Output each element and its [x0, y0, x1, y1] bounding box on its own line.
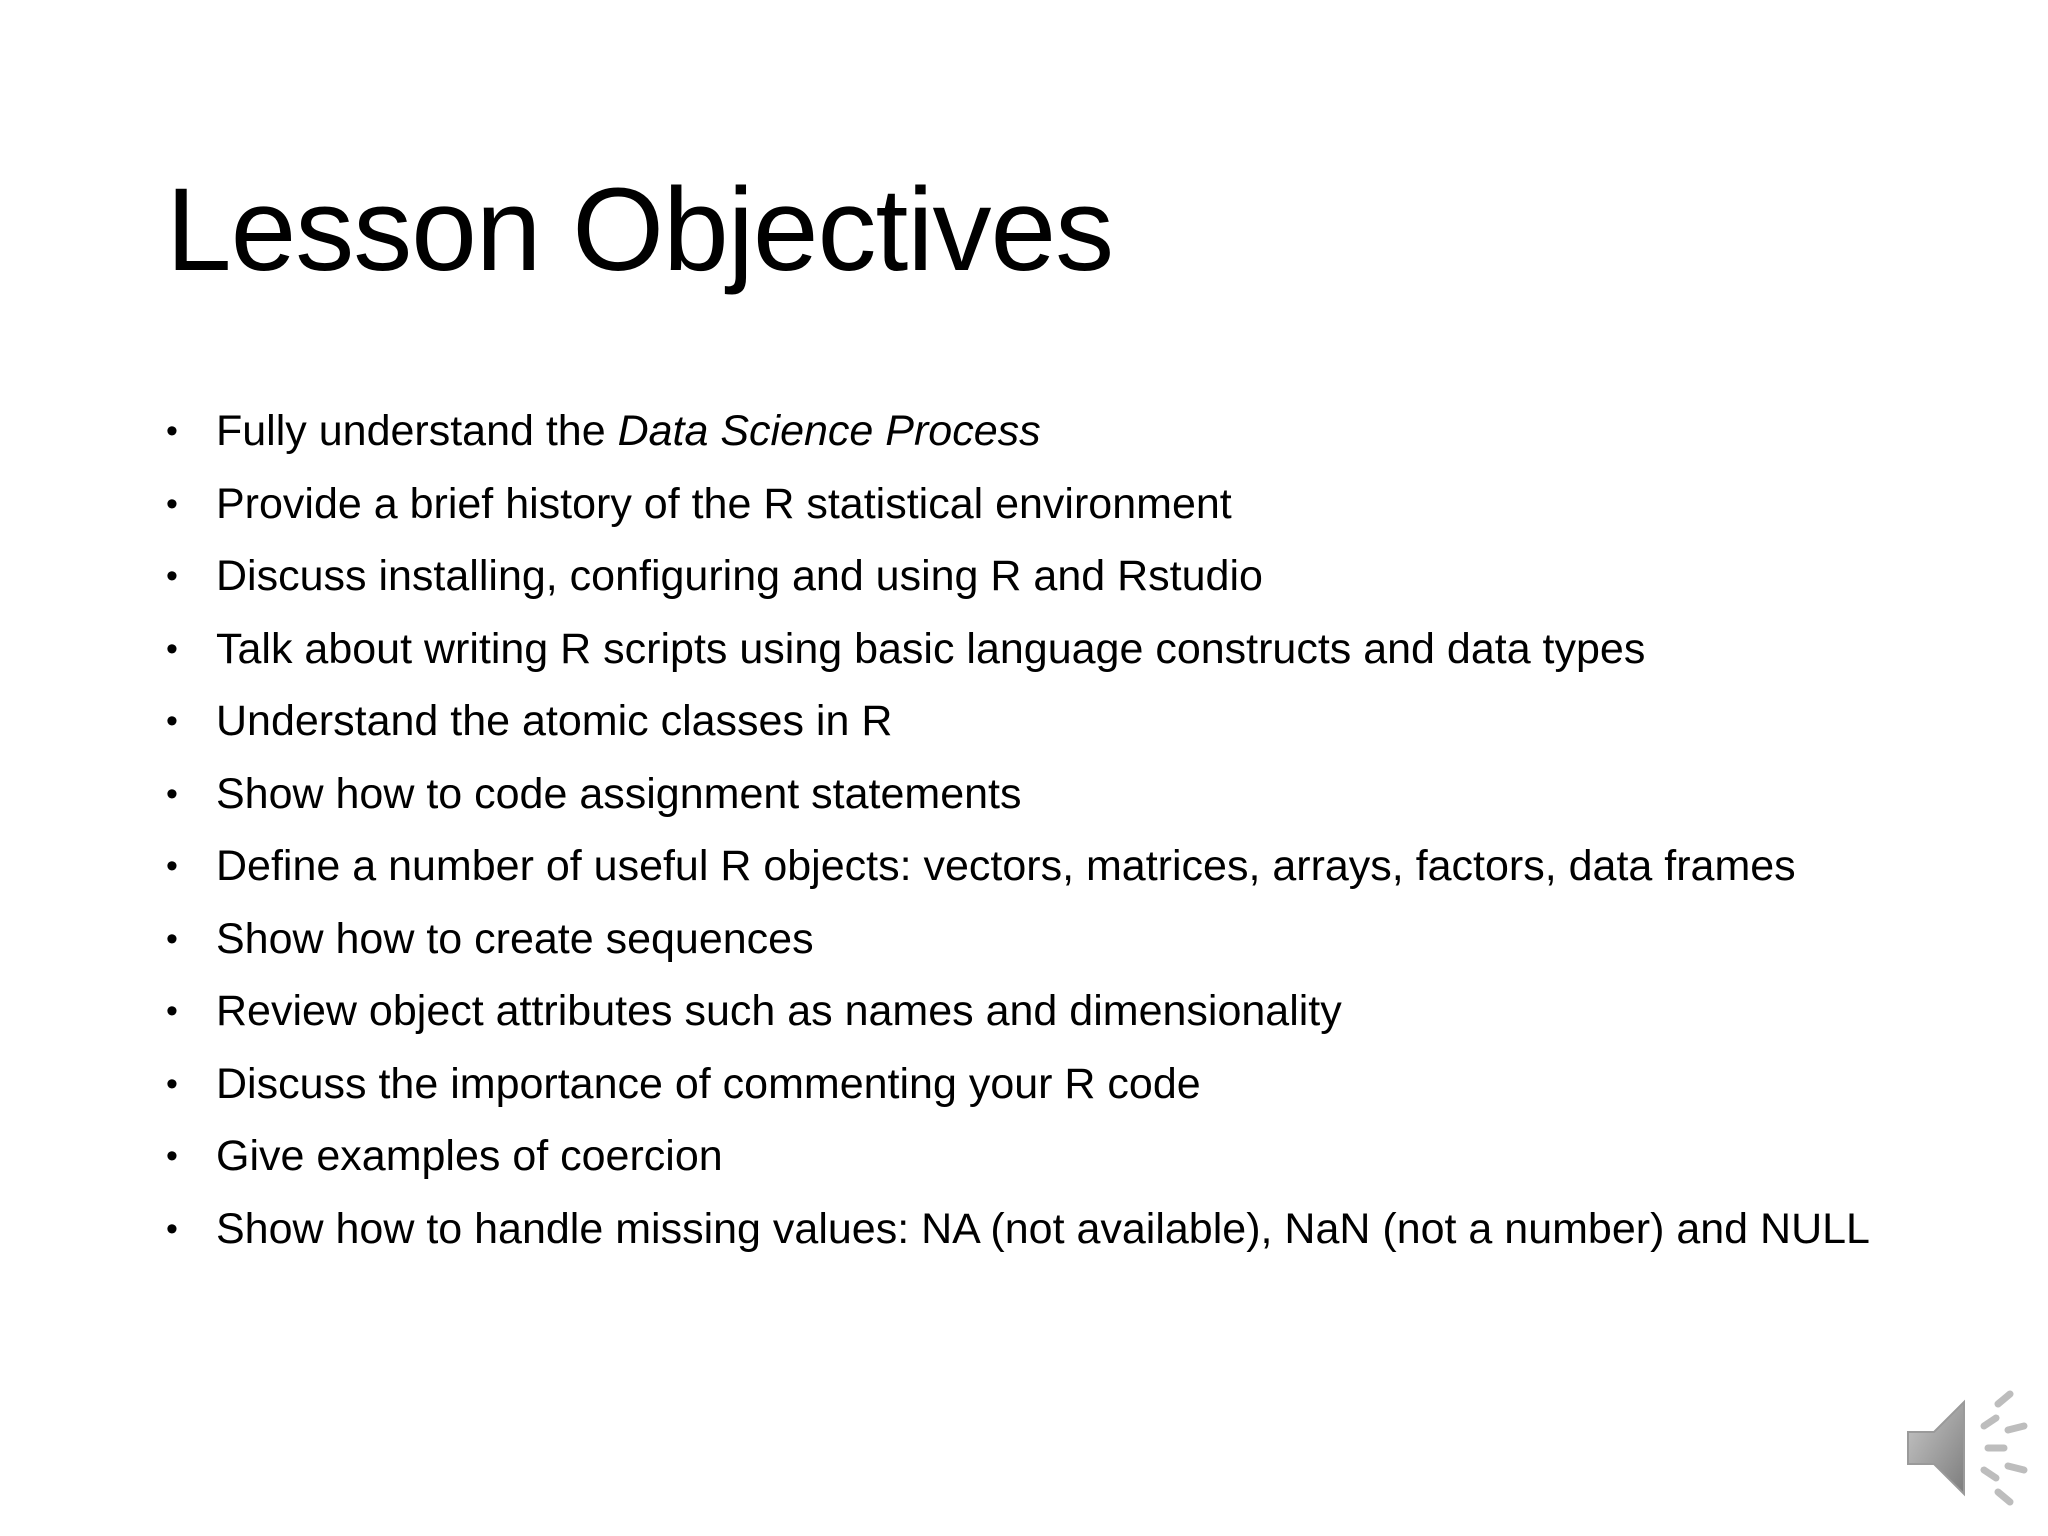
- objective-item: [166, 481, 1926, 528]
- objective-item: [166, 408, 1926, 455]
- bullet-icon: •: [166, 1209, 178, 1248]
- objective-text: Show how to create sequences: [216, 914, 814, 963]
- objective-text: Define a number of useful R objects: vectors, matrices, arrays, factors, data frames: [216, 842, 1796, 890]
- bullet-icon: •: [166, 1137, 178, 1175]
- objective-text: Show how to handle missing values: NA (not available), NaN (not a number) and NULL: [216, 1204, 1870, 1253]
- bullet-icon: •: [166, 629, 178, 668]
- bullet-icon: •: [166, 702, 178, 740]
- bullet-icon: •: [166, 412, 178, 450]
- objective-item: [166, 698, 1926, 745]
- objective-text: Provide a brief history of the R statistical environment: [216, 479, 1232, 528]
- bullet-icon: •: [166, 1064, 178, 1103]
- bullet-icon: •: [166, 774, 178, 813]
- objective-item: [166, 553, 1926, 600]
- objective-text: Show how to code assignment statements: [216, 769, 1022, 818]
- objective-item: [166, 1206, 1926, 1253]
- speaker-icon[interactable]: [1900, 1388, 2040, 1512]
- objective-item: [166, 771, 1926, 818]
- bullet-icon: •: [166, 847, 178, 885]
- slide-title: Lesson Objectives: [166, 164, 1114, 296]
- objective-item: [166, 988, 1926, 1035]
- objective-text: Fully understand the: [216, 407, 618, 455]
- objectives-list: [166, 408, 1926, 1278]
- bullet-icon: •: [166, 919, 178, 958]
- objective-text: Discuss installing, configuring and using R and Rstudio: [216, 552, 1263, 600]
- objective-emphasis: Data Science Process: [617, 407, 1041, 455]
- objective-text: Give examples of coercion: [216, 1132, 723, 1180]
- bullet-icon: •: [166, 992, 178, 1030]
- objective-text: Talk about writing R scripts using basic language constructs and data types: [216, 624, 1646, 673]
- objective-text: Review object attributes such as names and dimensionality: [216, 987, 1342, 1035]
- objective-item: [166, 626, 1926, 673]
- objective-text: Understand the atomic classes in R: [216, 697, 893, 745]
- objective-item: [166, 916, 1926, 963]
- objective-item: [166, 1061, 1926, 1108]
- bullet-icon: •: [166, 484, 178, 523]
- objective-item: [166, 1133, 1926, 1180]
- objective-item: [166, 843, 1926, 890]
- objective-text: Discuss the importance of commenting your R code: [216, 1059, 1201, 1108]
- bullet-icon: •: [166, 557, 178, 595]
